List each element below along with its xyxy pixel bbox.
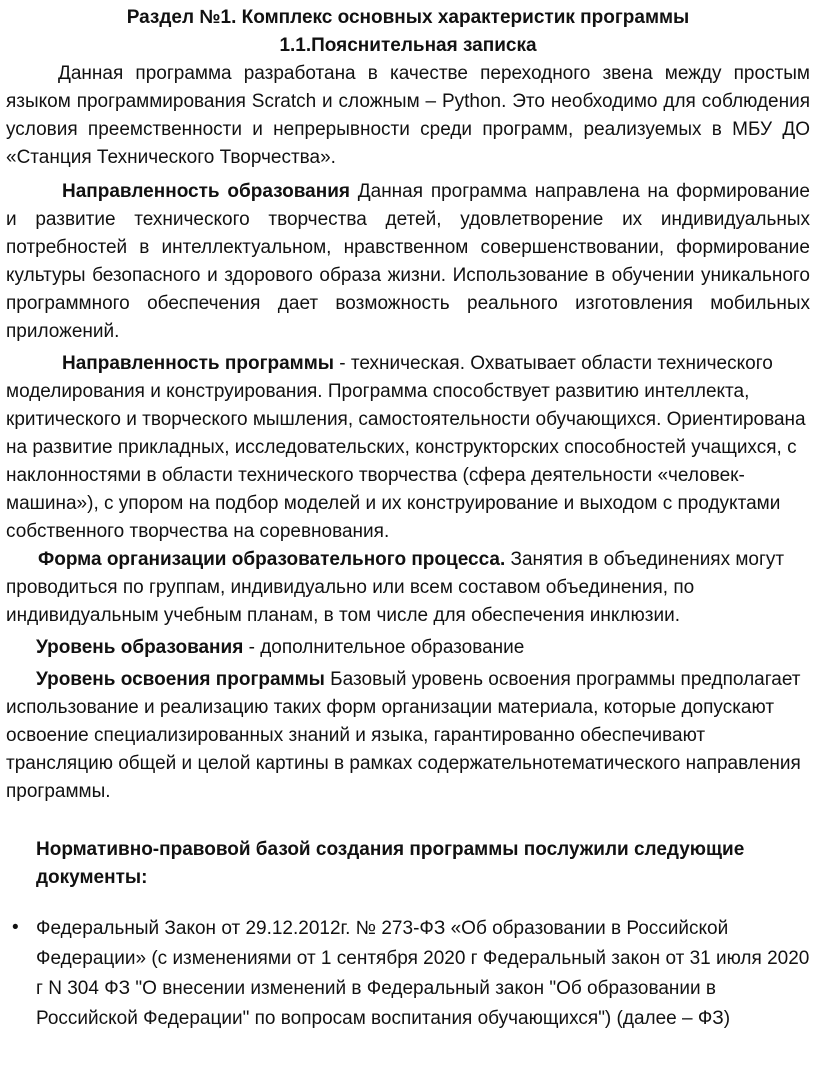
bullet-icon: • [12,917,19,938]
document-text: Федеральный Закон от 29.12.2012г. № 273-ФЗ «Об образовании в Российской Федерации» (с изменениями от 1 сентября 2020 г Федеральный закон от 31 июля 2020 г N 304 ФЗ "О внесении изменений в Федеральный закон "Об образовании в Российской Федерации" по вопросам воспитания обучающихся") (далее – ФЗ) [36,918,810,1029]
program-focus-text: - техническая. Охватывает области технического моделирования и конструирования. Программа способствует развитию интеллекта, критического и творческого мышления, самостоятельности обучающихся. Ориентирована на развитие прикладных, исследовательских, конструкторских способностей учащихся, с наклонностями в области технического творчества (сфера деятельности «человек-машина»), с упором на подбор моделей и их конструирование и выходом с продуктами собственного творчества на соревнования. [6,353,806,542]
spacer [6,806,810,836]
education-level-label: Уровень образования [36,637,244,658]
program-focus-label: Направленность программы [62,353,335,374]
organization-form-text: Занятия в объединениях могут проводиться по группам, индивидуально или всем составом объединения, по индивидуальным учебным планам, в том числе для обеспечения инклюзии. [6,549,785,626]
organization-form-paragraph [6,546,810,630]
documents-list [6,914,810,1034]
mastery-level-label: Уровень освоения программы [36,669,325,690]
intro-paragraph: Данная программа разработана в качестве переходного звена между простым языком программирования Scratch и сложным – Python. Это необходимо для соблюдения условия преемственности и непрерывности среди программ, реализуемых в МБУ ДО «Станция Технического Творчества». [6,63,810,168]
education-focus-paragraph [6,178,810,346]
education-level-text: - дополнительное образование [243,637,525,658]
education-focus-text: Данная программа направлена на формирование и развитие технического творчества детей, удовлетворение их индивидуальных потребностей в интеллектуальном, нравственном совершенствовании, формирование культуры безопасного и здорового образа жизни. Использование в обучении уникального программного обеспечения дает возможность реального изготовления мобильных приложений. [6,181,810,342]
organization-form-label: Форма организации образовательного процесса. [38,549,506,570]
program-focus-paragraph [6,350,810,546]
education-level-paragraph [6,634,810,662]
documents-heading: Нормативно-правовой базой создания программы послужили следующие документы: [36,839,745,888]
subsection-title: 1.1.Пояснительная записка [279,35,537,56]
mastery-level-text: Базовый уровень освоения программы предполагает использование и реализацию таких форм организации материала, которые допускают освоение специализированных знаний и языка, гарантированно обеспечивают трансляцию общей и целой картины в рамках содержательнотематического направления программы. [6,669,801,802]
list-item [6,914,810,1034]
section-title: Раздел №1. Комплекс основных характеристик программы [126,7,690,28]
mastery-level-paragraph [6,666,810,806]
education-focus-label: Направленность образования [62,181,350,202]
document-page [0,4,816,1091]
